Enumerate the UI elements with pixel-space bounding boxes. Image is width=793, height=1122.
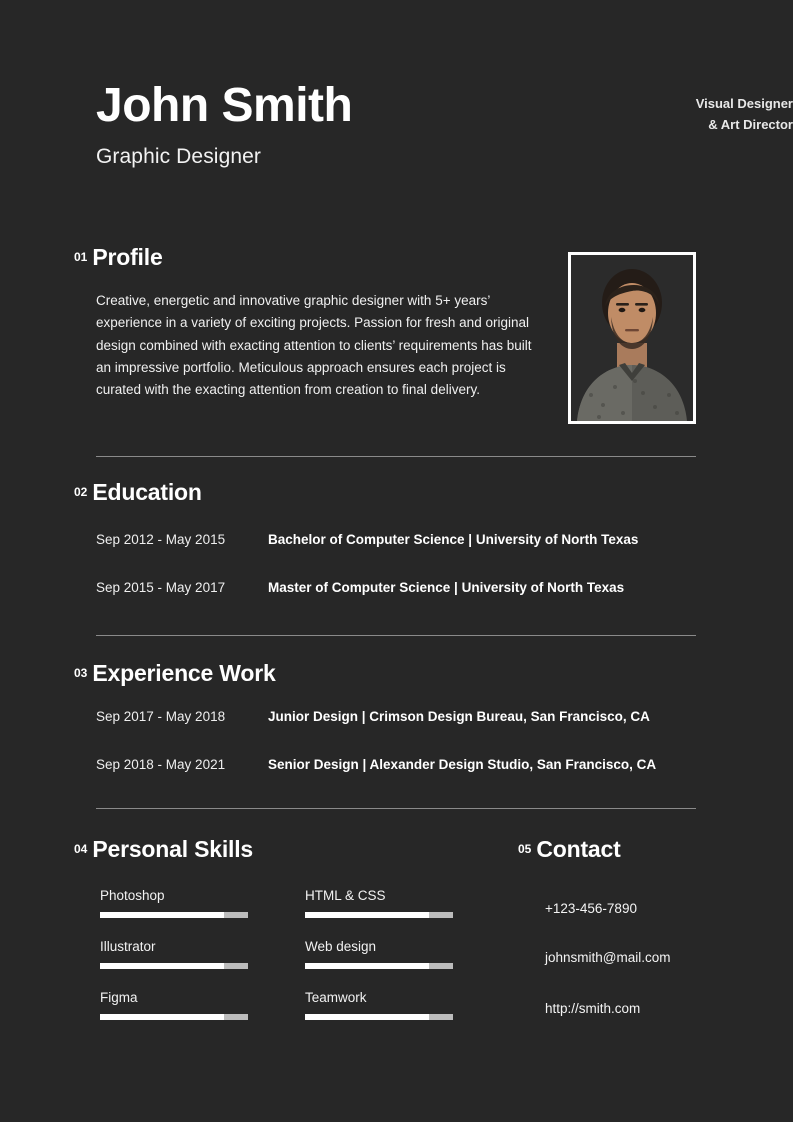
entry-date: Sep 2017 - May 2018 xyxy=(96,709,226,724)
entry-description: Junior Design | Crimson Design Bureau, San Francisco, CA xyxy=(268,709,650,724)
section-heading-experience xyxy=(74,662,276,685)
section-number: 05 xyxy=(518,842,532,856)
entry-description: Bachelor of Computer Science | University of North Texas xyxy=(268,532,639,547)
skill-bar xyxy=(305,912,453,918)
section-number: 04 xyxy=(74,842,88,856)
skill-bar-fill xyxy=(305,912,429,918)
portrait-photo-icon xyxy=(571,255,693,421)
entry-date: Sep 2012 - May 2015 xyxy=(96,532,226,547)
table-row xyxy=(96,709,716,724)
skill-bar xyxy=(100,912,248,918)
section-heading-profile xyxy=(74,246,163,269)
skill-item xyxy=(305,990,453,1020)
entry-date: Sep 2015 - May 2017 xyxy=(96,580,226,595)
skill-bar-fill xyxy=(305,1014,429,1020)
skill-bar-fill xyxy=(100,963,224,969)
job-title: Graphic Designer xyxy=(96,145,262,169)
contact-website[interactable]: http://smith.com xyxy=(545,1001,641,1016)
section-title: Personal Skills xyxy=(92,836,253,862)
table-row xyxy=(96,757,716,772)
skill-label: Figma xyxy=(100,990,138,1005)
skill-bar-fill xyxy=(305,963,429,969)
skill-item xyxy=(100,939,248,969)
skill-bar-fill xyxy=(100,912,224,918)
tagline-line-1: Visual Designer xyxy=(695,96,793,111)
table-row xyxy=(96,580,716,595)
skill-label: Illustrator xyxy=(100,939,156,954)
section-title: Education xyxy=(92,479,202,505)
skill-label: Teamwork xyxy=(305,990,367,1005)
tagline xyxy=(573,94,793,136)
skill-bar xyxy=(100,963,248,969)
section-title: Contact xyxy=(536,836,621,862)
section-number: 01 xyxy=(74,250,88,264)
skill-item xyxy=(100,888,248,918)
profile-text: Creative, energetic and innovative graphic designer with 5+ years’ experience in a variety of exciting projects. Passion for fresh and original design combined with exacting attention to clients’ requirements has built an impressive portfolio. Meticulous approach ensures each project is curated with the exacting attention from creation to final delivery. xyxy=(96,293,532,398)
skill-item xyxy=(100,990,248,1020)
entry-description: Master of Computer Science | University of North Texas xyxy=(268,580,625,595)
section-heading-contact xyxy=(518,838,621,861)
skill-label: Web design xyxy=(305,939,377,954)
section-number: 03 xyxy=(74,666,88,680)
section-number: 02 xyxy=(74,485,88,499)
skill-bar xyxy=(305,1014,453,1020)
table-row xyxy=(96,532,716,547)
skill-bar xyxy=(305,963,453,969)
entry-description: Senior Design | Alexander Design Studio, San Francisco, CA xyxy=(268,757,657,772)
tagline-line-2: & Art Director xyxy=(708,116,793,132)
contact-phone[interactable]: +123-456-7890 xyxy=(545,901,637,916)
avatar xyxy=(568,252,696,424)
divider-2 xyxy=(96,635,696,636)
divider-3 xyxy=(96,808,696,809)
skill-bar xyxy=(100,1014,248,1020)
contact-email[interactable]: johnsmith@mail.com xyxy=(545,950,671,965)
skill-label: Photoshop xyxy=(100,888,165,903)
skill-bar-fill xyxy=(100,1014,224,1020)
skill-item xyxy=(305,939,453,969)
section-title: Profile xyxy=(92,244,163,270)
entry-date: Sep 2018 - May 2021 xyxy=(96,757,226,772)
divider-1 xyxy=(96,456,696,457)
page-title: John Smith xyxy=(96,79,353,132)
section-title: Experience Work xyxy=(92,660,276,686)
section-heading-education xyxy=(74,481,202,504)
skill-label: HTML & CSS xyxy=(305,888,386,903)
skill-item xyxy=(305,888,453,918)
section-heading-skills xyxy=(74,838,253,861)
